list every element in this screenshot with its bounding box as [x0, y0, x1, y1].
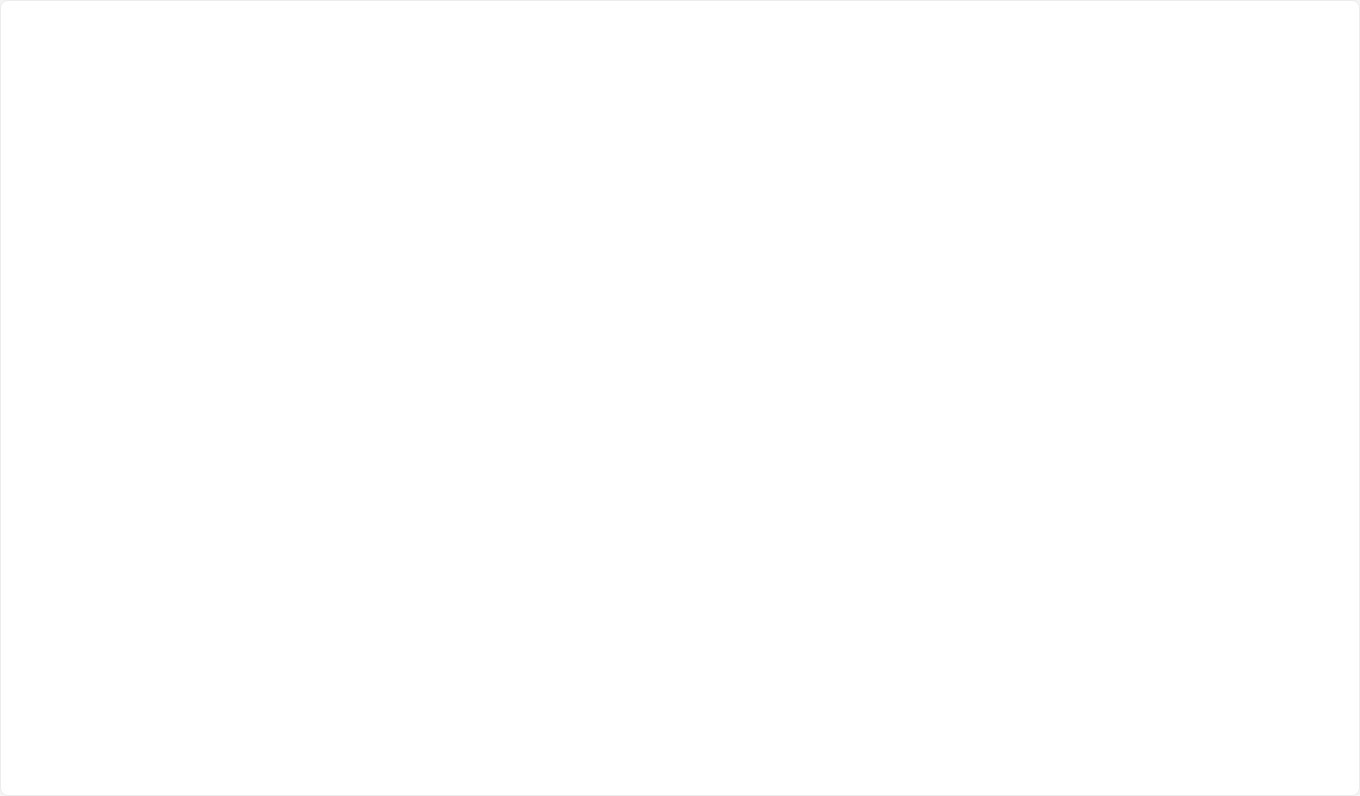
boxscore-table — [1, 1, 1360, 641]
